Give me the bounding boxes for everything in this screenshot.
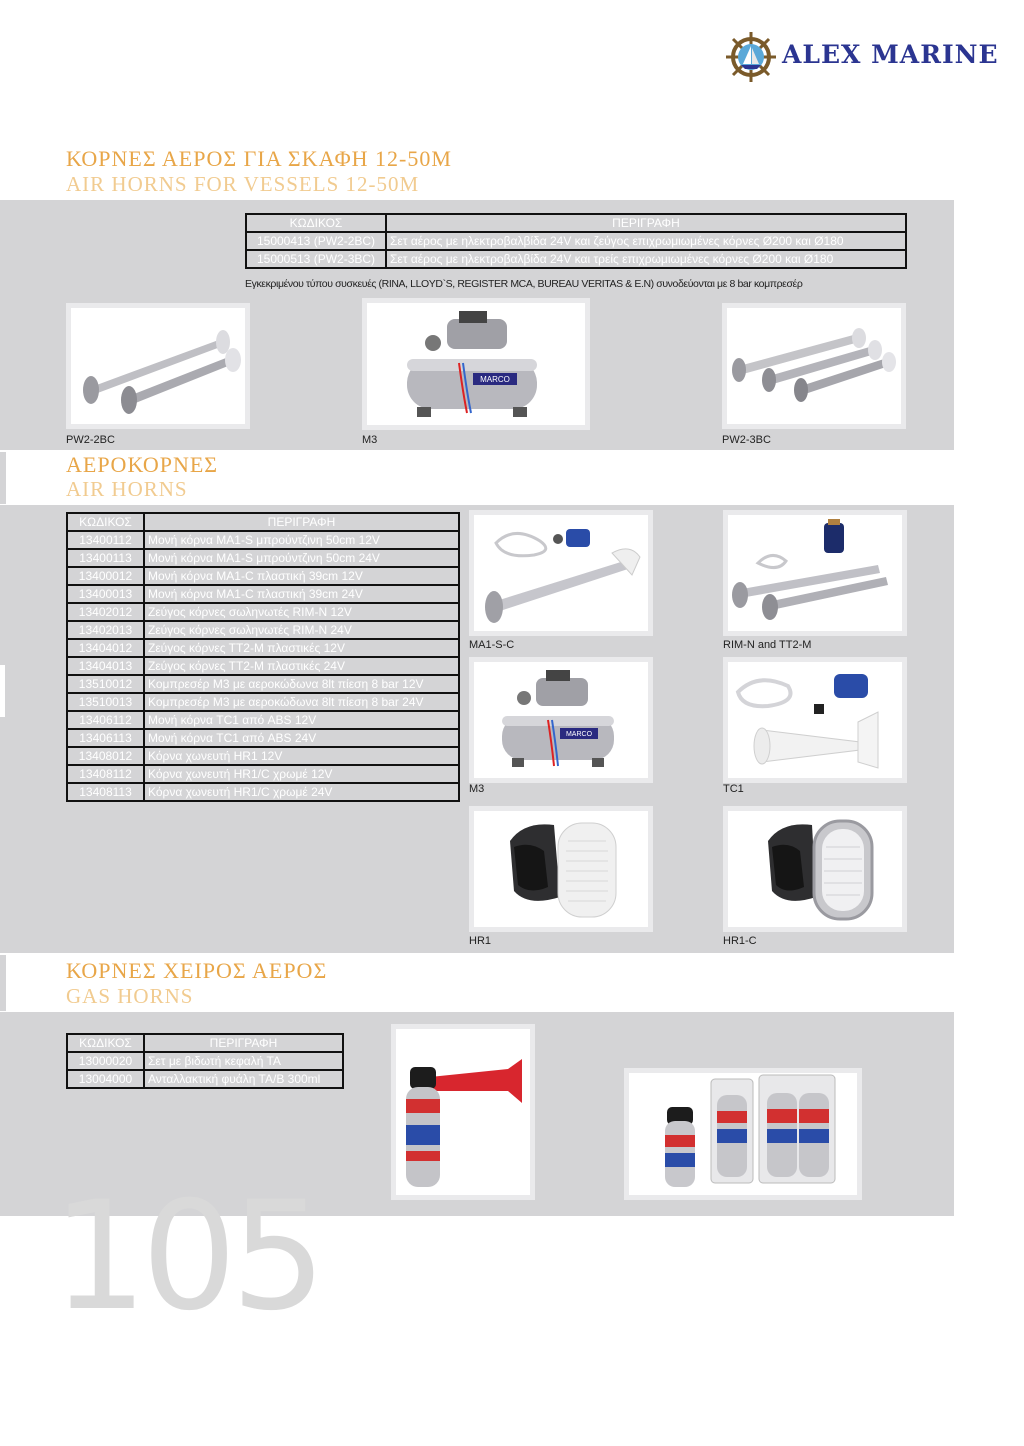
row-description: Μονή κόρνα ΜΑ1-C πλαστική 39cm 12V — [144, 567, 459, 585]
product-photo-gas-horn — [391, 1024, 535, 1200]
table-row — [67, 675, 459, 693]
row-description: Σετ με βιδωτή κεφαλή ΤΑ — [144, 1052, 343, 1070]
table-header-row — [67, 1034, 343, 1052]
approval-note: Εγκεκριμένου τύπου συσκευές (RINA, LLOYD`S, REGISTER MCA, BUREAU VERITAS & E.N) συνοδεύονται με 8 bar κομπρεσέρ — [245, 278, 803, 290]
product-photo-ma1-s-c — [469, 510, 653, 636]
table-row — [67, 585, 459, 603]
caption-ma1-s-c: MA1-S-C — [469, 639, 515, 651]
compressor-image — [367, 303, 585, 425]
svg-text:MARCO: MARCO — [480, 375, 510, 384]
table-row — [67, 711, 459, 729]
gas-refill-canisters-image — [629, 1073, 857, 1195]
section-airhorns-title-gr: ΑΕΡΟΚΟΡΝΕΣ — [66, 452, 219, 477]
row-description: Μονή κόρνα ΜΑ1-C πλαστική 39cm 24V — [144, 585, 459, 603]
table-row — [246, 232, 906, 250]
row-code: 13510013 — [67, 693, 144, 711]
caption-pw2-2bc: PW2-2BC — [66, 434, 115, 446]
airhorns-table — [66, 512, 460, 802]
row-code: 13406113 — [67, 729, 144, 747]
caption-hr1: HR1 — [469, 935, 492, 947]
row-description: Ζεύγος κόρνες ΤΤ2-Μ πλαστικές 24V — [144, 657, 459, 675]
table-row — [67, 747, 459, 765]
caption-pw2-3bc: PW2-3BC — [722, 434, 771, 446]
brand-name: ALEX MARINE — [782, 40, 999, 69]
header-code: ΚΩΔΙΚΟΣ — [67, 1034, 144, 1052]
table-row — [67, 549, 459, 567]
vessels-table — [245, 213, 907, 269]
product-photo-rim-n-tt2-m — [723, 510, 907, 636]
gas-table — [66, 1033, 344, 1089]
table-row — [67, 621, 459, 639]
table-header-row — [246, 214, 906, 232]
row-description: Ζεύγος κόρνες σωληνωτές RIM-N 12V — [144, 603, 459, 621]
twin-horn-kit-image — [728, 515, 902, 631]
table-row — [67, 531, 459, 549]
row-code: 13408113 — [67, 783, 144, 801]
row-code: 13400012 — [67, 567, 144, 585]
product-photo-pw2-3bc — [722, 303, 906, 429]
row-code: 13402012 — [67, 603, 144, 621]
gas-horn-image — [396, 1029, 530, 1195]
row-description: Μονή κόρνα ΜΑ1-S μπρούντζινη 50cm 12V — [144, 531, 459, 549]
product-photo-m3 — [362, 298, 590, 430]
row-code: 13510012 — [67, 675, 144, 693]
row-description: Σετ αέρος με ηλεκτροβαλβίδα 24V και ζεύγος επιχρωμιωμένες κόρνες Ø200 και Ø180 — [386, 232, 906, 250]
table-row — [67, 783, 459, 801]
row-description: Κομπρεσέρ Μ3 με αεροκώδωνα 8lt πίεση 8 bar 12V — [144, 675, 459, 693]
row-code: 13406112 — [67, 711, 144, 729]
row-code: 13408012 — [67, 747, 144, 765]
ship-wheel-icon — [724, 30, 778, 84]
hidden-horn-image — [474, 811, 648, 927]
row-code: 13000020 — [67, 1052, 144, 1070]
row-code: 13400113 — [67, 549, 144, 567]
hidden-chrome-horn-image — [728, 811, 902, 927]
row-code: 13404013 — [67, 657, 144, 675]
section-airhorns-title-en: AIR HORNS — [66, 477, 188, 501]
section-vessels-title-gr: ΚΟΡΝΕΣ ΑΕΡΟΣ ΓΙΑ ΣΚΑΦΗ 12-50Μ — [66, 146, 452, 171]
page-number: 105 — [52, 1170, 321, 1344]
row-description: Μονή κόρνα ΜΑ1-S μπρούντζινη 50cm 24V — [144, 549, 459, 567]
caption-rim-n-tt2-m: RIM-N and TT2-M — [723, 639, 812, 651]
row-description: Σετ αέρος με ηλεκτροβαλβίδα 24V και τρείς επιχρωμιωμένες κόρνες Ø200 και Ø180 — [386, 250, 906, 268]
row-code: 13408112 — [67, 765, 144, 783]
row-description: Ανταλλακτική φυάλη ΤΑ/Β 300ml — [144, 1070, 343, 1088]
twin-horn-image — [71, 308, 245, 424]
row-code: 13404012 — [67, 639, 144, 657]
caption-m3: M3 — [362, 434, 378, 446]
row-description: Ζεύγος κόρνες σωληνωτές RIM-N 24V — [144, 621, 459, 639]
caption-m3-2: M3 — [469, 783, 485, 795]
left-edge-notch — [0, 665, 5, 717]
table-row — [67, 693, 459, 711]
row-description: Μονή κόρνα TC1 από ABS 24V — [144, 729, 459, 747]
header-code: ΚΩΔΙΚΟΣ — [246, 214, 386, 232]
row-code: 13402013 — [67, 621, 144, 639]
row-description: Μονή κόρνα TC1 από ABS 12V — [144, 711, 459, 729]
row-description: Ζεύγος κόρνες ΤΤ2-Μ πλαστικές 12V — [144, 639, 459, 657]
left-edge-mark — [0, 452, 6, 504]
single-horn-kit-image — [474, 515, 648, 631]
product-photo-gas-refills — [624, 1068, 862, 1200]
row-description: Κόρνα χωνευτή HR1/C χρωμέ 12V — [144, 765, 459, 783]
row-code: 13004000 — [67, 1070, 144, 1088]
row-code: 15000413 (PW2-2BC) — [246, 232, 386, 250]
product-photo-m3-2 — [469, 657, 653, 783]
table-row — [67, 729, 459, 747]
header-description: ΠΕΡΙΓΡΑΦΗ — [386, 214, 906, 232]
header-description: ΠΕΡΙΓΡΑΦΗ — [144, 1034, 343, 1052]
row-description: Κόρνα χωνευτή HR1 12V — [144, 747, 459, 765]
triple-horn-image — [727, 308, 901, 424]
table-row — [67, 1070, 343, 1088]
table-header-row — [67, 513, 459, 531]
row-description: Κομπρεσέρ Μ3 με αεροκώδωνα 8lt πίεση 8 bar 24V — [144, 693, 459, 711]
row-code: 15000513 (PW2-3BC) — [246, 250, 386, 268]
svg-text:MARCO: MARCO — [565, 731, 593, 738]
product-photo-pw2-2bc — [66, 303, 250, 429]
table-row — [67, 639, 459, 657]
table-row — [67, 657, 459, 675]
logo — [724, 30, 999, 84]
row-description: Κόρνα χωνευτή HR1/C χρωμέ 24V — [144, 783, 459, 801]
table-row — [67, 765, 459, 783]
section-gas-title-en: GAS HORNS — [66, 984, 194, 1008]
caption-tc1: TC1 — [723, 783, 744, 795]
compressor-image — [474, 662, 648, 778]
table-row — [67, 603, 459, 621]
table-row — [67, 567, 459, 585]
product-photo-hr1-c — [723, 806, 907, 932]
section-gas-title-gr: ΚΟΡΝΕΣ ΧΕΙΡΟΣ ΑΕΡΟΣ — [66, 958, 328, 983]
table-row — [246, 250, 906, 268]
row-code: 13400112 — [67, 531, 144, 549]
plastic-horn-kit-image — [728, 662, 902, 778]
section-vessels-title-en: AIR HORNS FOR VESSELS 12-50M — [66, 172, 420, 196]
header-description: ΠΕΡΙΓΡΑΦΗ — [144, 513, 459, 531]
caption-hr1-c: HR1-C — [723, 935, 757, 947]
header-code: ΚΩΔΙΚΟΣ — [67, 513, 144, 531]
product-photo-tc1 — [723, 657, 907, 783]
left-edge-mark — [0, 955, 6, 1011]
row-code: 13400013 — [67, 585, 144, 603]
product-photo-hr1 — [469, 806, 653, 932]
table-row — [67, 1052, 343, 1070]
